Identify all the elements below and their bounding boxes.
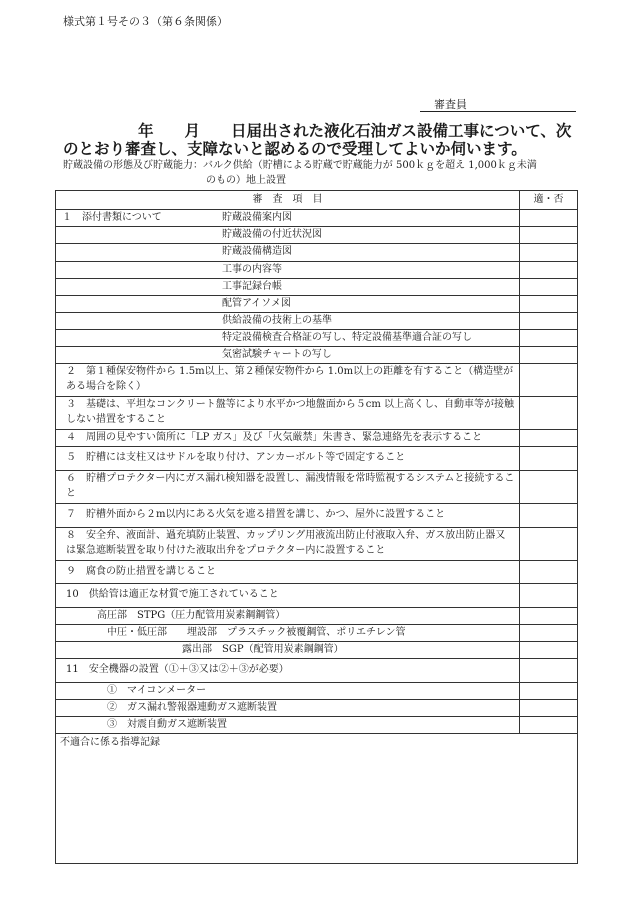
table-row xyxy=(56,584,578,608)
section1-doc: 配管アイソメ図 xyxy=(222,297,291,309)
item-9: ９ 腐食の防止措置を講じること xyxy=(66,565,216,577)
result-cell[interactable] xyxy=(520,641,578,658)
title-line-1: 年 月 日届出された液化石油ガス設備工事について、次 xyxy=(138,121,572,140)
table-row xyxy=(56,278,578,295)
storage-line-1: 貯蔵設備の形態及び貯蔵能力：バルク供給（貯槽による貯蔵で貯蔵能力が 500ｋｇを超え 1,000ｋｇ未満 xyxy=(63,160,537,171)
table-row xyxy=(56,430,578,447)
page-title xyxy=(63,122,593,158)
item-10-exposed: 露出部 SGP（配管用炭素鋼鋼管） xyxy=(182,643,344,655)
result-cell[interactable] xyxy=(520,210,578,227)
table-row xyxy=(56,699,578,716)
examiner-label: 審査員 xyxy=(434,98,467,111)
result-cell[interactable] xyxy=(520,346,578,363)
table-row xyxy=(56,504,578,528)
result-cell[interactable] xyxy=(520,278,578,295)
item-11-device: ② ガス漏れ警報器連動ガス遮断装置 xyxy=(107,701,277,713)
table-row xyxy=(56,244,578,261)
section1-doc: 貯蔵設備案内図 xyxy=(222,212,292,224)
table-row xyxy=(56,470,578,503)
table-row xyxy=(56,261,578,278)
table-row xyxy=(56,641,578,658)
result-cell[interactable] xyxy=(520,397,578,430)
result-cell[interactable] xyxy=(520,527,578,560)
section1-doc: 特定設備検査合格証の写し、特定設備基準適合証の写し xyxy=(222,331,472,343)
item-7: ７ 貯槽外面から２m以内にある火気を遮る措置を講じ、かつ、屋外に設置すること xyxy=(66,509,446,521)
header-result: 適・否 xyxy=(520,191,578,210)
section1-doc: 工事記録台帳 xyxy=(222,280,282,292)
result-cell[interactable] xyxy=(520,699,578,716)
storage-line-2: のもの）地上設置 xyxy=(206,175,286,186)
result-cell[interactable] xyxy=(520,560,578,584)
table-row xyxy=(56,364,578,397)
storage-capacity-note xyxy=(63,158,623,188)
item-10-mid-low-pressure: 中圧・低圧部 埋設部 プラスチック被覆鋼管、ポリエチレン管 xyxy=(107,626,406,638)
table-row xyxy=(56,329,578,346)
item-5: ５ 貯槽には支柱又はサドルを取り付け、アンカーボルト等で固定すること xyxy=(66,452,406,464)
result-cell[interactable] xyxy=(520,295,578,312)
table-row xyxy=(56,659,578,683)
result-cell[interactable] xyxy=(520,261,578,278)
table-row xyxy=(56,397,578,430)
record-row xyxy=(56,734,578,864)
examiner-signature-line xyxy=(420,111,576,112)
result-cell[interactable] xyxy=(520,447,578,471)
result-cell[interactable] xyxy=(520,364,578,397)
section1-doc: 貯蔵設備の付近状況図 xyxy=(222,229,322,241)
result-cell[interactable] xyxy=(520,584,578,608)
result-cell[interactable] xyxy=(520,312,578,329)
result-cell[interactable] xyxy=(520,624,578,641)
table-row xyxy=(56,527,578,560)
table-row xyxy=(56,560,578,584)
result-cell[interactable] xyxy=(520,227,578,244)
table-row xyxy=(56,312,578,329)
item-11: 11 安全機器の設置（①＋③又は②＋③が必要） xyxy=(66,664,289,676)
result-cell[interactable] xyxy=(520,470,578,503)
result-cell[interactable] xyxy=(520,716,578,733)
result-cell[interactable] xyxy=(520,504,578,528)
item-10: 10 供給管は適正な材質で施工されていること xyxy=(66,589,279,601)
table-row xyxy=(56,716,578,733)
item-8: ８ 安全弁、液面計、過充填防止装置、カップリング用液流出防止付液取入弁、ガス放出防止器又は緊急遮断装置を取り付けた液取出弁をプロテクター内に設置すること xyxy=(66,529,506,556)
table-row xyxy=(56,346,578,363)
section1-doc: 工事の内容等 xyxy=(222,263,282,275)
table-row xyxy=(56,295,578,312)
result-cell[interactable] xyxy=(520,659,578,683)
item-6: ６ 貯槽プロテクター内にガス漏れ検知器を設置し、漏洩情報を常時監視するシステムと接続すること xyxy=(66,472,515,499)
table-header-row xyxy=(56,191,578,210)
result-cell[interactable] xyxy=(520,244,578,261)
guidance-record-area[interactable] xyxy=(56,734,578,864)
section1-label: １ 添付書類について xyxy=(62,212,162,224)
result-cell[interactable] xyxy=(520,607,578,624)
table-row xyxy=(56,607,578,624)
item-11-device: ① マイコンメーター xyxy=(107,684,207,696)
form-number: 様式第１号その３（第６条関係） xyxy=(63,15,228,28)
result-cell[interactable] xyxy=(520,329,578,346)
item-11-device: ③ 対震自動ガス遮断装置 xyxy=(107,718,227,730)
review-table xyxy=(55,190,578,864)
item-3: ３ 基礎は、平坦なコンクリート盤等により水平かつ地盤面から５cm 以上高くし、自動車等が接触しない措置をすること xyxy=(66,399,515,426)
table-row xyxy=(56,624,578,641)
item-10-high-pressure: 高圧部 STPG（圧力配管用炭素鋼鋼管） xyxy=(97,609,286,621)
title-line-2: のとおり審査し、支障ないと認めるので受理してよいか伺います。 xyxy=(63,139,527,158)
item-4: ４ 周囲の見やすい箇所に「LP ガス」及び「火気厳禁」朱書き、緊急連絡先を表示すること xyxy=(66,432,483,444)
record-label: 不適合に係る指導記録 xyxy=(60,737,160,748)
result-cell[interactable] xyxy=(520,682,578,699)
item-2: ２ 第１種保安物件から 1.5m以上、第２種保安物件から 1.0m以上の距離を有すること（構造壁がある場合を除く） xyxy=(66,366,514,393)
result-cell[interactable] xyxy=(520,430,578,447)
table-row xyxy=(56,227,578,244)
table-row xyxy=(56,210,578,227)
table-row xyxy=(56,682,578,699)
section1-doc: 供給設備の技術上の基準 xyxy=(222,314,332,326)
section1-doc: 貯蔵設備構造図 xyxy=(222,246,292,258)
header-item: 審 査 項 目 xyxy=(56,191,520,210)
section1-doc: 気密試験チャートの写し xyxy=(222,348,332,360)
table-row xyxy=(56,447,578,471)
